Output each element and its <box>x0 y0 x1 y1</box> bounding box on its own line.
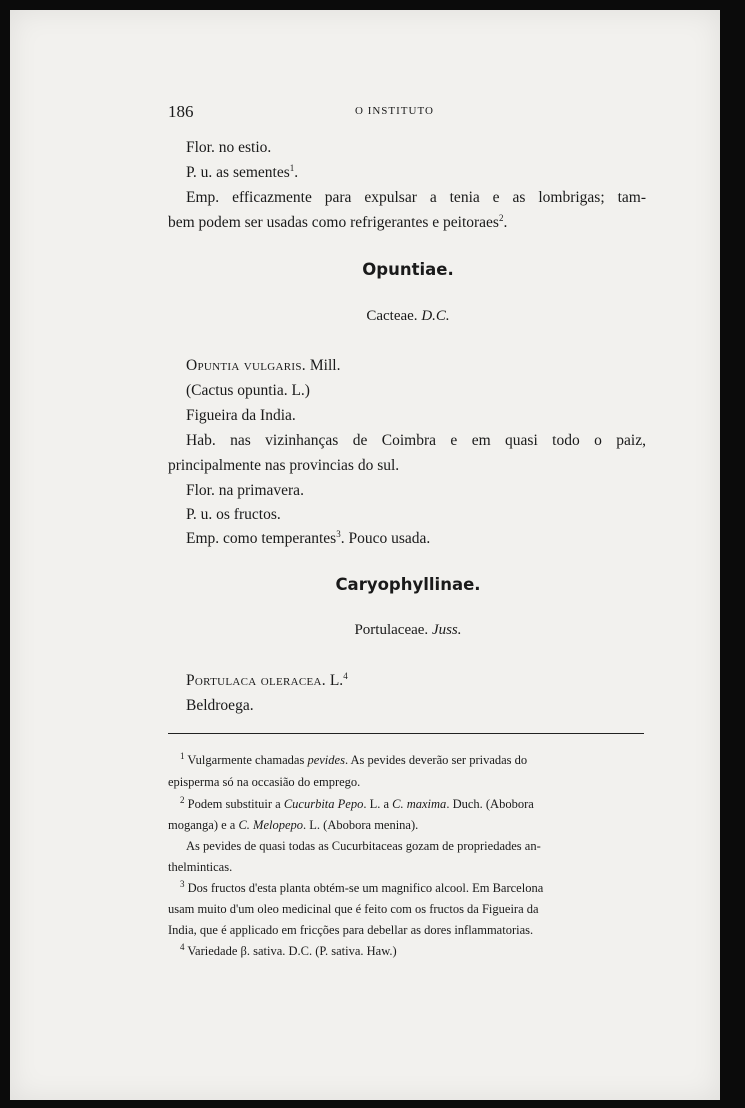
common-name-beldroega: Beldroega. <box>186 697 254 714</box>
footnote-2-line-a: $^2$ Podem substituir a Cucurbita Pepo. L. a C. maxima. Duch. (Abobora <box>180 794 534 811</box>
page-number: 186 <box>168 102 194 121</box>
footnote-2-line-c: As pevides de quasi todas as Cucurbitaceas gozam de propriedades an- <box>186 839 541 853</box>
footnote-ref-4: 4 <box>343 670 348 681</box>
section-title-caryophyllinae: Caryophyllinae. <box>335 575 481 594</box>
footnote-3-line-c: India, que é applicado em fricções para debellar as dores inflammatorias. <box>168 923 534 937</box>
book-page <box>10 10 720 1100</box>
synonym-cactus-opuntia: (Cactus opuntia. L.) <box>186 382 310 399</box>
footnote-divider <box>168 733 644 734</box>
footnote-ref-3: 3 <box>336 528 341 539</box>
footnote-2-line-d: thelminticas. <box>168 860 233 874</box>
flowering-line-1: Flor. no estio. <box>186 139 272 156</box>
footnote-4: $^4$ Variedade β. sativa. D.C. (P. sativa. Haw.) <box>180 941 397 958</box>
footnote-3-line-a: $^3$ Dos fructos d'esta planta obtém-se um magnifico alcool. Em Barcelona <box>180 878 544 895</box>
flowering-line-2: Flor. na primavera. <box>186 482 304 499</box>
species-opuntia-vulgaris: Opuntia vulgaris. Mill. <box>186 357 341 374</box>
employment-line-2: Emp. como temperantes$^3$. Pouco usada. <box>186 528 431 547</box>
footnote-1-line-b: episperma só na occasião do emprego. <box>168 775 361 789</box>
employment-line-1b: bem podem ser usadas como refrigerantes e peitoraes$^2$. <box>168 212 508 231</box>
footnote-1-line-a: $^1$ Vulgarmente chamadas pevides. As pevides deverão ser privadas do <box>180 750 528 767</box>
parts-used-line-2: P. u. os fructos. <box>186 506 281 523</box>
parts-used-line-1: P. u. as sementes$^1$. <box>186 162 299 181</box>
habitat-line-a: Hab. nas vizinhanças de Coimbra e em quasi todo o paiz, <box>186 432 646 449</box>
species-portulaca-oleracea: Portulaca oleracea. L.$^4$ <box>186 670 348 689</box>
common-name-figueira: Figueira da India. <box>186 407 296 424</box>
footnote-ref-1: 1 <box>289 162 295 173</box>
family-portulaceae: Portulaceae. Juss. <box>354 622 462 638</box>
habitat-line-b: principalmente nas provincias do sul. <box>168 457 400 474</box>
footnote-2-line-b: moganga) e a C. Melopepo. L. (Abobora menina). <box>168 818 419 832</box>
employment-line-1a: Emp. efficazmente para expulsar a tenia e as lombrigas; tam- <box>186 189 646 206</box>
footnote-3-line-b: usam muito d'um oleo medicinal que é feito com os fructos da Figueira da <box>168 902 539 916</box>
family-cacteae: Cacteae. D.C. <box>366 308 450 324</box>
section-title-opuntiae: Opuntiae. <box>362 260 454 279</box>
footnote-ref-2: 2 <box>498 212 504 223</box>
running-title: O INSTITUTO <box>355 105 434 117</box>
